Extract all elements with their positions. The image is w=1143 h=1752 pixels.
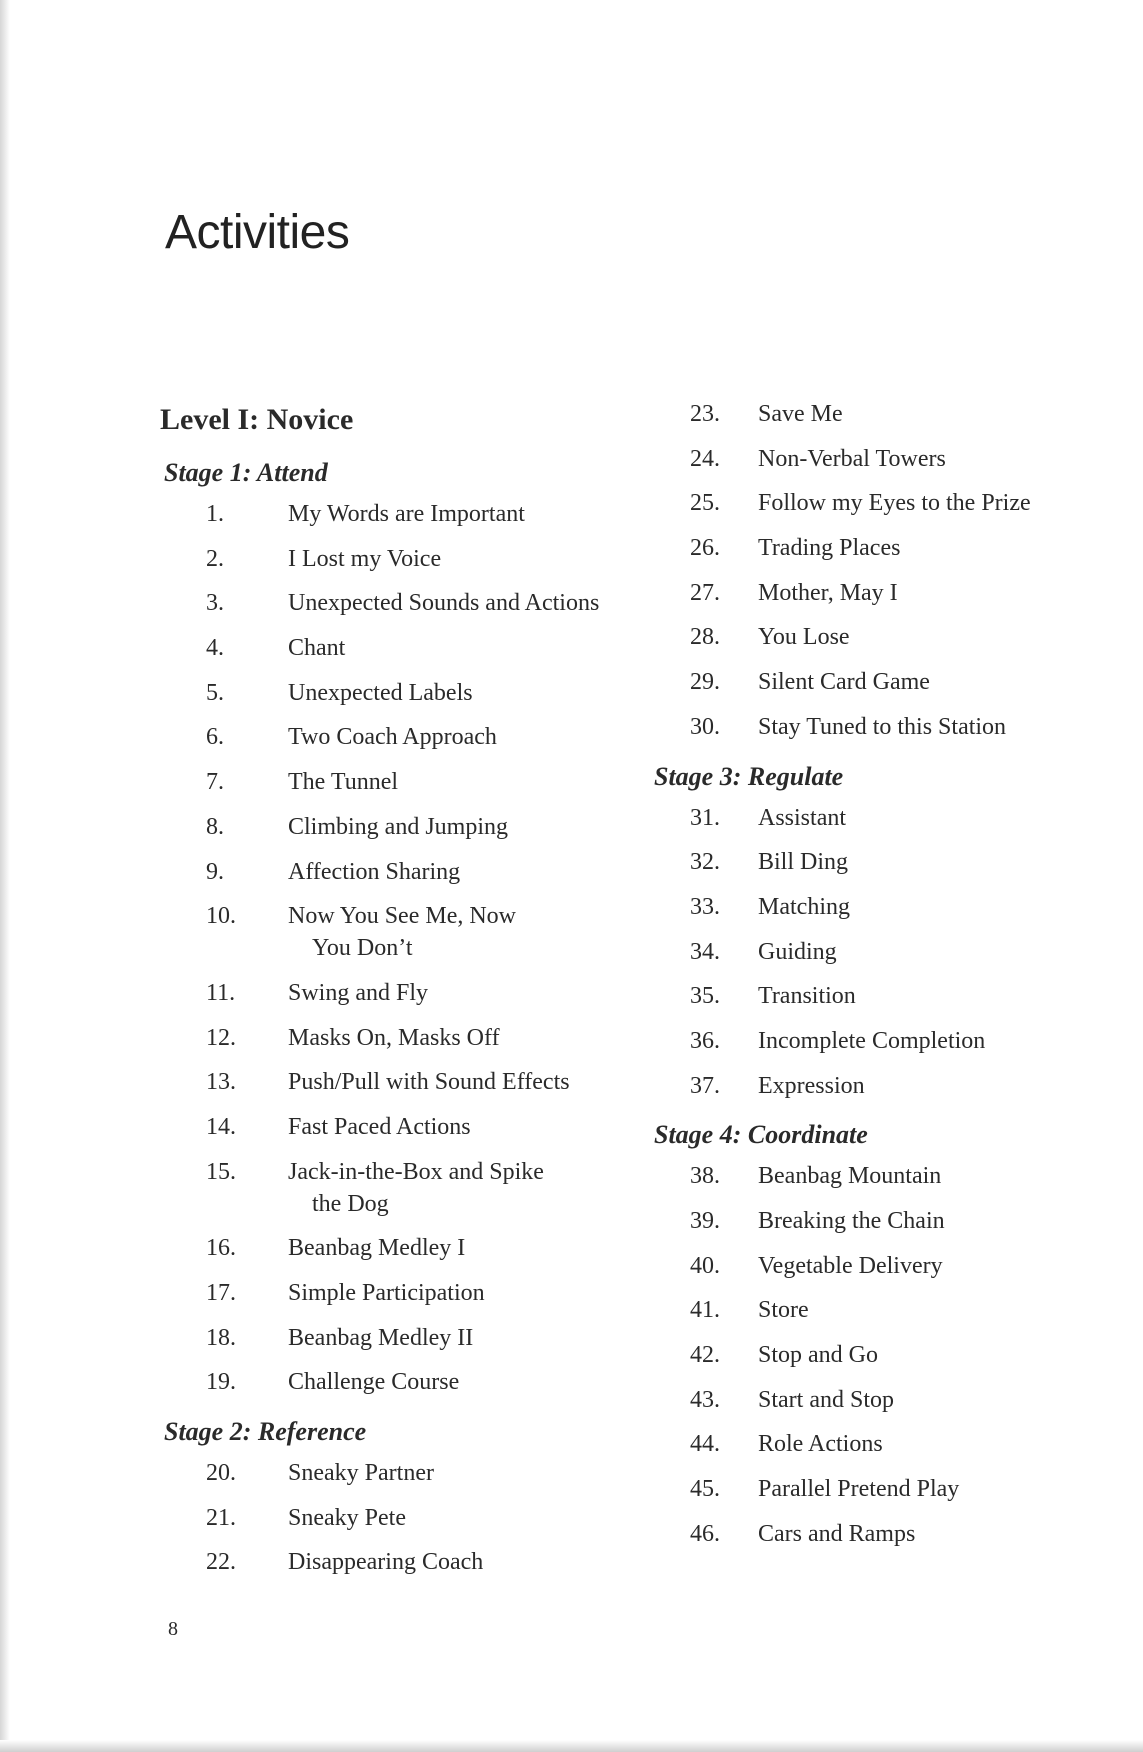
activity-number: 34. — [690, 938, 720, 965]
activity-label — [758, 891, 1110, 923]
activity-label — [758, 666, 1110, 698]
activity-number: 15. — [206, 1158, 236, 1185]
activity-label — [758, 621, 1110, 653]
activity-label — [758, 1384, 1110, 1416]
activity-label — [288, 1156, 660, 1220]
activity-label-text: Two Coach Approach — [288, 724, 497, 751]
activity-number: 45. — [690, 1476, 720, 1503]
activity-number: 2. — [206, 545, 224, 572]
activity-entry — [160, 1502, 660, 1534]
activity-entry — [650, 1250, 1110, 1282]
activity-label — [758, 1070, 1110, 1102]
activity-label-text: Challenge Course — [288, 1369, 460, 1396]
activity-label-text: Affection Sharing — [288, 858, 461, 885]
activity-label-text: Save Me — [758, 401, 843, 427]
activity-number: 42. — [690, 1342, 720, 1369]
activity-label-text: I Lost my Voice — [288, 545, 442, 572]
activity-list-stage-1 — [160, 498, 660, 1398]
activity-label-text: Bill Ding — [758, 849, 849, 876]
activity-label — [288, 677, 660, 709]
left-column — [160, 394, 660, 1591]
activity-label-text: Masks On, Masks Off — [288, 1024, 500, 1051]
activity-number: 5. — [206, 679, 224, 706]
activity-label-continuation: the Dog — [312, 1190, 389, 1217]
activity-number: 11. — [206, 979, 236, 1006]
activity-label-text: Parallel Pretend Play — [758, 1476, 960, 1503]
activity-label-text: Unexpected Labels — [288, 679, 473, 706]
activity-label — [758, 1339, 1110, 1371]
page-number: 8 — [168, 1618, 178, 1640]
activity-number: 21. — [206, 1504, 236, 1531]
activity-label — [288, 811, 660, 843]
activity-label-text: The Tunnel — [288, 769, 399, 796]
activity-label-text: Assistant — [758, 804, 847, 831]
activity-entry — [650, 577, 1110, 609]
activity-entry — [650, 936, 1110, 968]
activity-label — [288, 977, 660, 1009]
activity-entry — [650, 1473, 1110, 1505]
activity-list-stage-3 — [650, 802, 1110, 1102]
activity-label — [288, 900, 660, 964]
stage-heading-reference: Stage 2: Reference — [164, 1417, 367, 1447]
activity-label — [288, 498, 660, 530]
activity-entry — [160, 1111, 660, 1143]
activity-label — [288, 766, 660, 798]
activity-label — [758, 1250, 1110, 1282]
stage-heading-coordinate: Stage 4: Coordinate — [654, 1120, 868, 1150]
activity-entry — [650, 398, 1110, 430]
activity-number: 24. — [690, 445, 720, 472]
activity-label-text: Start and Stop — [758, 1386, 894, 1413]
activity-label-text: Breaking the Chain — [758, 1208, 945, 1234]
activity-number: 10. — [206, 903, 236, 930]
activity-label — [288, 1066, 660, 1098]
page-edge-shadow — [0, 0, 10, 1752]
activity-entry — [650, 487, 1110, 519]
activity-number: 32. — [690, 849, 720, 876]
activity-entry — [160, 1322, 660, 1354]
activity-label-text: Fast Paced Actions — [288, 1113, 471, 1140]
activity-number: 1. — [206, 501, 224, 527]
activity-label — [758, 1428, 1110, 1460]
activity-label-text: Incomplete Completion — [758, 1027, 986, 1054]
activity-label-text: Beanbag Medley I — [288, 1235, 466, 1262]
activity-number: 29. — [690, 669, 720, 696]
activity-entry — [160, 1066, 660, 1098]
activity-label-text: Follow my Eyes to the Prize — [758, 490, 1031, 517]
activity-label-text: Non-Verbal Towers — [758, 445, 946, 472]
activity-label-text: My Words are Important — [288, 501, 525, 527]
activity-number: 28. — [690, 624, 720, 651]
activity-number: 9. — [206, 858, 224, 885]
activity-number: 46. — [690, 1520, 720, 1547]
activity-label-text: Stop and Go — [758, 1342, 878, 1369]
activity-entry — [650, 1294, 1110, 1326]
activity-number: 22. — [206, 1549, 236, 1576]
activity-label — [758, 487, 1110, 519]
activity-label — [288, 1277, 660, 1309]
activity-label — [288, 632, 660, 664]
activity-label-text: Stay Tuned to this Station — [758, 713, 1007, 740]
activity-label — [288, 1457, 660, 1489]
activity-label-text: Matching — [758, 893, 850, 920]
activity-number: 44. — [690, 1431, 720, 1458]
activity-label-text: Push/Pull with Sound Effects — [288, 1069, 570, 1096]
stage-heading-attend: Stage 1: Attend — [164, 458, 328, 487]
activity-entry — [650, 666, 1110, 698]
activity-label — [758, 980, 1110, 1012]
activity-entry — [650, 846, 1110, 878]
activity-number: 14. — [206, 1113, 236, 1140]
activity-label — [758, 711, 1110, 743]
activity-label — [288, 1111, 660, 1143]
activity-entry — [160, 1366, 660, 1398]
activity-entry — [160, 900, 660, 964]
activity-label-text: Beanbag Mountain — [758, 1163, 942, 1190]
activity-entry — [650, 1070, 1110, 1102]
activity-entry — [160, 1277, 660, 1309]
activity-number: 4. — [206, 635, 224, 662]
activity-label — [758, 1473, 1110, 1505]
activity-number: 8. — [206, 813, 224, 840]
activity-label — [288, 543, 660, 575]
activity-entry — [160, 1156, 660, 1220]
activity-label — [758, 1205, 1110, 1237]
activity-label-continuation: You Don’t — [312, 935, 413, 962]
activity-label-text: Sneaky Partner — [288, 1460, 434, 1487]
activity-entry — [650, 443, 1110, 475]
activity-label — [758, 1518, 1110, 1550]
activity-entry — [650, 802, 1110, 834]
page-bottom-shadow — [0, 1740, 1143, 1752]
activity-label-text: Transition — [758, 983, 856, 1010]
activity-number: 13. — [206, 1069, 236, 1096]
activity-number: 39. — [690, 1208, 720, 1234]
activity-label — [288, 1366, 660, 1398]
activity-label — [288, 1322, 660, 1354]
activity-entry — [160, 543, 660, 575]
activity-label-text: Jack-in-the-Box and Spike — [288, 1158, 544, 1185]
activity-label-text: Cars and Ramps — [758, 1520, 916, 1547]
activity-label-text: Expression — [758, 1072, 865, 1099]
activity-label — [288, 856, 660, 888]
activity-number: 37. — [690, 1072, 720, 1099]
activity-number: 35. — [690, 983, 720, 1010]
activity-entry — [650, 980, 1110, 1012]
right-column — [650, 398, 1110, 1563]
activity-label — [758, 1294, 1110, 1326]
activity-label — [758, 846, 1110, 878]
activity-number: 18. — [206, 1324, 236, 1351]
activity-number: 26. — [690, 535, 720, 562]
activity-entry — [160, 1457, 660, 1489]
activity-label-text: Chant — [288, 635, 346, 662]
activity-label-text: Silent Card Game — [758, 669, 930, 696]
activity-number: 33. — [690, 893, 720, 920]
activity-label-text: Store — [758, 1297, 809, 1324]
activity-label-text: Vegetable Delivery — [758, 1252, 943, 1279]
activity-label-text: Trading Places — [758, 535, 901, 562]
activity-label — [288, 587, 660, 619]
activity-entry — [650, 1384, 1110, 1416]
activity-entry — [160, 1232, 660, 1264]
activity-label-text: You Lose — [758, 624, 850, 651]
activity-entry — [160, 632, 660, 664]
activity-entry — [650, 1160, 1110, 1192]
activity-entry — [650, 1518, 1110, 1550]
activity-number: 23. — [690, 401, 720, 427]
activity-label-text: Unexpected Sounds and Actions — [288, 590, 600, 617]
activity-label — [758, 936, 1110, 968]
activity-label — [288, 1502, 660, 1534]
activity-number: 36. — [690, 1027, 720, 1054]
activity-label — [758, 1160, 1110, 1192]
activity-number: 7. — [206, 769, 224, 796]
activity-number: 38. — [690, 1163, 720, 1190]
activity-entry — [160, 766, 660, 798]
activity-number: 19. — [206, 1369, 236, 1396]
level-heading: Level I: Novice — [160, 403, 354, 436]
activity-label-text: Mother, May I — [758, 579, 898, 606]
activity-entry — [650, 1339, 1110, 1371]
activity-label-text: Climbing and Jumping — [288, 813, 509, 840]
activity-number: 31. — [690, 804, 720, 831]
activity-label — [758, 532, 1110, 564]
activity-list-stage-2a — [160, 1457, 660, 1578]
activity-entry — [160, 811, 660, 843]
activity-label-text: Swing and Fly — [288, 979, 429, 1006]
activity-number: 25. — [690, 490, 720, 517]
activity-label-text: Sneaky Pete — [288, 1504, 406, 1531]
activity-entry — [160, 977, 660, 1009]
activity-entry — [160, 1546, 660, 1578]
activity-label-text: Role Actions — [758, 1431, 883, 1458]
activity-number: 40. — [690, 1252, 720, 1279]
activity-entry — [160, 1022, 660, 1054]
activity-number: 20. — [206, 1460, 236, 1487]
activity-entry — [160, 721, 660, 753]
activity-entry — [650, 891, 1110, 923]
activity-list-stage-2b — [650, 398, 1110, 743]
activity-label — [758, 802, 1110, 834]
activity-label-text: Disappearing Coach — [288, 1549, 484, 1576]
activity-label — [288, 721, 660, 753]
activity-list-stage-4 — [650, 1160, 1110, 1550]
activity-entry — [160, 498, 660, 530]
page-title: Activities — [165, 206, 350, 259]
activity-number: 30. — [690, 713, 720, 740]
activity-label-text: Beanbag Medley II — [288, 1324, 474, 1351]
activity-label — [758, 443, 1110, 475]
activity-label — [758, 1025, 1110, 1057]
activity-number: 3. — [206, 590, 224, 617]
activity-label — [288, 1022, 660, 1054]
activity-number: 12. — [206, 1024, 236, 1051]
activity-entry — [650, 711, 1110, 743]
activity-label — [288, 1232, 660, 1264]
activity-number: 6. — [206, 724, 224, 751]
activity-entry — [650, 621, 1110, 653]
activity-label — [758, 398, 1110, 430]
stage-heading-regulate: Stage 3: Regulate — [654, 761, 844, 791]
activity-entry — [160, 677, 660, 709]
activity-entry — [650, 1428, 1110, 1460]
activity-number: 41. — [690, 1297, 720, 1324]
activity-label — [758, 577, 1110, 609]
activity-entry — [650, 532, 1110, 564]
activity-entry — [160, 856, 660, 888]
activity-number: 17. — [206, 1280, 236, 1306]
activity-entry — [650, 1025, 1110, 1057]
activity-label-text: Guiding — [758, 938, 837, 965]
activity-entry — [650, 1205, 1110, 1237]
activity-number: 43. — [690, 1386, 720, 1413]
activity-number: 16. — [206, 1235, 236, 1262]
activity-label — [288, 1546, 660, 1578]
activity-number: 27. — [690, 579, 720, 606]
activity-label-text: Now You See Me, Now — [288, 903, 517, 930]
activity-entry — [160, 587, 660, 619]
activity-label-text: Simple Participation — [288, 1280, 485, 1306]
